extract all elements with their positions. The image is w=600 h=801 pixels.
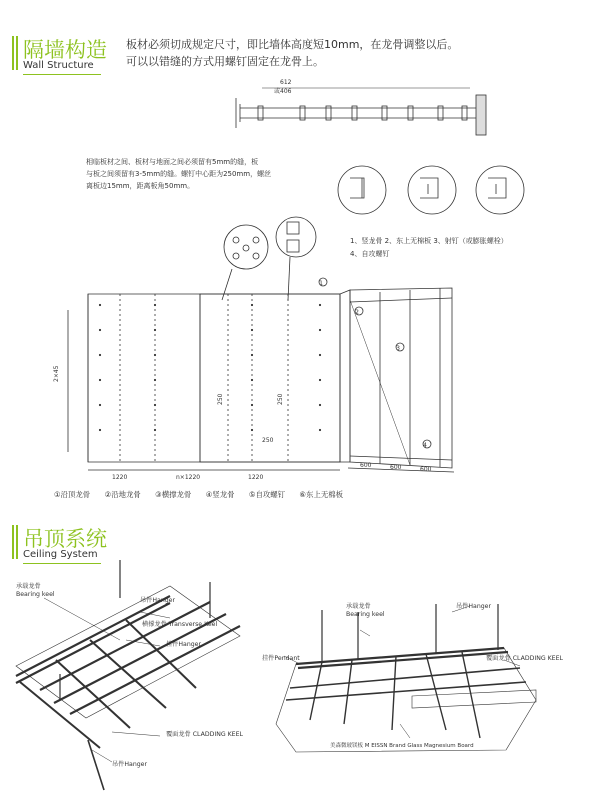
frame-dim-1: 600: [360, 462, 372, 469]
detail-circle-1: [338, 166, 386, 214]
right-bearing-en: Bearing keel: [346, 611, 385, 618]
wall-note: [86, 156, 314, 192]
frame-dim-2: 600: [390, 464, 402, 471]
height-dim: 2×45: [53, 365, 60, 382]
detail-circle-3: [476, 166, 524, 214]
right-grid: [276, 604, 536, 752]
callout-1: 1: [319, 280, 323, 287]
detail-stud-2: [420, 178, 438, 198]
parts-list: [350, 235, 508, 261]
legend-item: ⑥东上无棉板: [299, 490, 344, 499]
screw-dots: [233, 237, 259, 259]
right-board: 美森微玻镁板 M EISSN Brand Glass Magnesium Board: [330, 743, 474, 749]
corner-strip: [340, 290, 350, 462]
legend-item: ⑤自攻螺钉: [248, 490, 286, 499]
bottom-dim-3: 1220: [248, 474, 264, 481]
ceiling-underline: [23, 563, 101, 564]
frame-outline: [350, 288, 452, 468]
right-pendant: 挂件Pendant: [262, 655, 300, 662]
gap-square-2: [287, 240, 299, 252]
plan-wall-end: [476, 95, 486, 135]
left-grid: [16, 560, 240, 790]
legend-item: ②沿地龙骨: [104, 490, 141, 499]
wall-panel-face: [88, 294, 340, 462]
bottom-dim-2: n×1220: [176, 474, 201, 481]
leader-2: [288, 257, 290, 300]
screw-detail-circle: [224, 225, 268, 269]
left-hanger-3: 吊件Hanger: [112, 761, 148, 768]
ceiling-subtitle: Ceiling System: [23, 549, 98, 560]
frame-dim-line: [348, 468, 454, 472]
right-cladding: 覆面龙骨 CLADDING KEEL: [486, 655, 563, 662]
gap-detail-circle: [276, 217, 316, 257]
frame-brace: [350, 300, 410, 465]
frame-top-rail: [350, 298, 452, 302]
left-cladding: 覆面龙骨 CLADDING KEEL: [166, 731, 243, 738]
detail-stud-1: [350, 178, 364, 198]
screw-points: [99, 304, 321, 431]
wall-title: 隔墙构造: [23, 38, 107, 62]
accent-bars: [12, 36, 19, 70]
wall-legend: [54, 489, 355, 500]
callout-1-circle: [319, 278, 327, 286]
left-transverse: 横撑龙骨 Transverse Keel: [142, 621, 218, 628]
inner-dim-2: 250: [277, 393, 284, 405]
callout-3-circle: [396, 343, 404, 351]
detail-circle-2: [408, 166, 456, 214]
wall-note-line-1: 相临板材之间、板材与地面之间必须留有5mm的缝，板: [86, 158, 259, 166]
parts-line-1: 1、竖龙骨 2、东上无棉板 3、射钉（或膨胀螺栓）: [350, 237, 508, 245]
wall-underline: [23, 74, 101, 75]
bottom-dim-1: 1220: [112, 474, 128, 481]
parts-line-2: 4、自攻螺钉: [350, 250, 390, 258]
callout-2: 2: [355, 309, 359, 316]
legend-item: ①沿顶龙骨: [54, 490, 91, 499]
left-hanger-2: 挂件Hanger: [166, 641, 202, 648]
gap-square-1: [287, 222, 299, 234]
legend-item: ③横撑龙骨: [155, 490, 192, 499]
ceiling-title: 吊顶系统: [23, 527, 107, 551]
wall-intro: [126, 36, 458, 70]
wall-intro-line-1: 板材必须切成规定尺寸，即比墙体高度短10mm，在龙骨调整以后。: [126, 38, 459, 51]
frame-dim-3: 600: [420, 466, 432, 473]
left-hanger-1: 吊件Hanger: [140, 597, 176, 604]
detail-stud-3: [488, 178, 506, 198]
legend-item: ④竖龙骨: [205, 490, 235, 499]
left-bearing-en: Bearing keel: [16, 591, 55, 598]
plan-studs: [258, 106, 467, 120]
left-bearing-label: 承载龙骨: [16, 583, 41, 590]
wall-note-line-2: 与板之间须留有3-5mm的缝。螺钉中心距为250mm，螺丝: [86, 170, 272, 178]
plan-dim-612: 612: [280, 79, 292, 86]
accent-bars: [12, 525, 19, 559]
wall-note-line-3: 离板边15mm，距离板角50mm。: [86, 182, 195, 190]
inner-dim-1: 250: [217, 393, 224, 405]
leader-1: [222, 269, 232, 300]
callout-4: 4: [423, 442, 427, 449]
callout-3: 3: [396, 345, 400, 352]
plan-dim-406: 或406: [274, 88, 292, 95]
wall-subtitle: Wall Structure: [23, 60, 94, 71]
callout-2-circle: [355, 307, 363, 315]
right-bearing-label: 承载龙骨: [346, 603, 371, 610]
right-hanger: 吊件Hanger: [456, 603, 492, 610]
wall-intro-line-2: 可以以错缝的方式用螺钉固定在龙骨上。: [126, 55, 324, 68]
inner-dim-3: 250: [262, 437, 274, 444]
wall-panel-right: [200, 294, 340, 462]
callout-4-circle: [423, 440, 431, 448]
frame-bottom-rail: [350, 456, 452, 460]
